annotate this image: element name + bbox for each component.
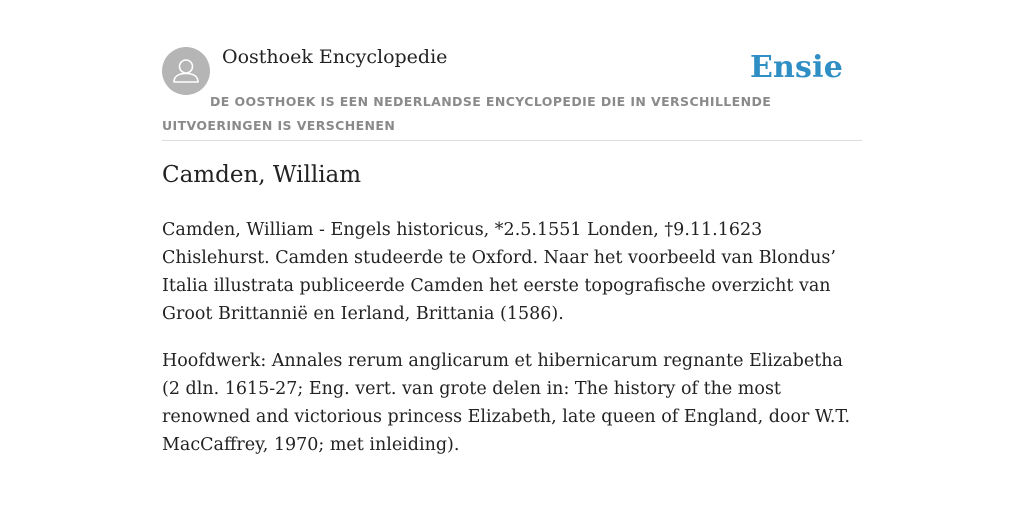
ensie-logo[interactable]: Ensie — [749, 50, 843, 85]
article-title: Camden, William — [162, 162, 362, 188]
user-icon — [162, 47, 210, 95]
site-name[interactable]: Oosthoek Encyclopedie — [222, 46, 448, 68]
site-tagline: DE OOSTHOEK IS EEN NEDERLANDSE ENCYCLOPEDIE DIE IN VERSCHILLENDE UITVOERINGEN IS VERSCHENEN — [162, 94, 772, 133]
site-header — [162, 0, 862, 141]
article-paragraph: Hoofdwerk: Annales rerum anglicarum et hibernicarum regnante Elizabetha (2 dln. 1615-27; Eng. vert. van grote delen in: The history of the most renowned and victorious princess Elizabeth, late queen of England, door W.T. MacCaffrey, 1970; met inleiding). — [162, 351, 851, 455]
article-content — [162, 216, 862, 478]
article-paragraph: Camden, William - Engels historicus, *2.5.1551 Londen, †9.11.1623 Chislehurst. Camden studeerde te Oxford. Naar het voorbeeld van Blondus’ Italia illustrata publiceerde Camden het eerste topografische overzicht van Groot Brittannië en Ierland, Brittania (1586). — [162, 220, 836, 324]
page-container — [162, 0, 862, 455]
avatar[interactable] — [162, 47, 210, 95]
